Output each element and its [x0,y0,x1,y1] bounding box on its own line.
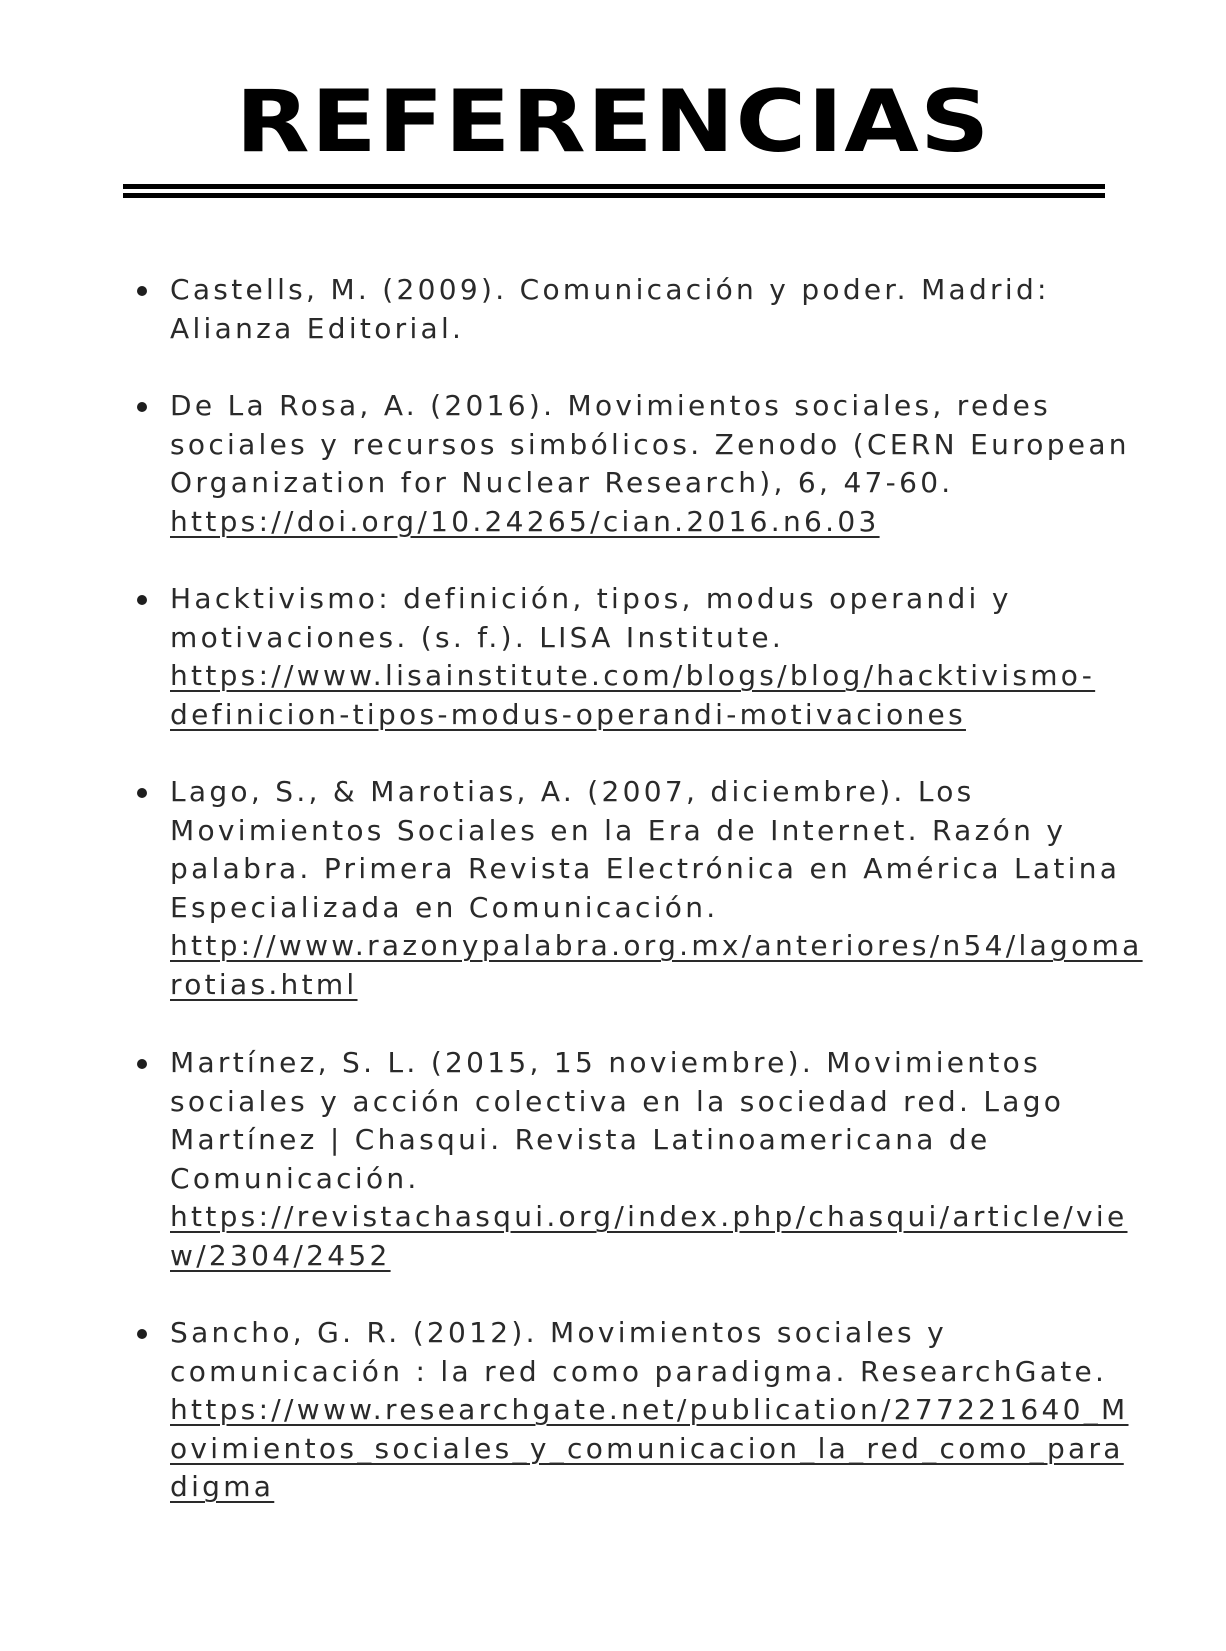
page-title: REFERENCIAS [235,72,991,172]
reference-link[interactable]: https://doi.org/10.24265/cian.2016.n6.03 [170,504,880,538]
reference-text-line: Alianza Editorial. [170,311,465,345]
reference-text-line: Castells, M. (2009). Comunicación y poder. Madrid: [170,273,1050,306]
reference-link[interactable]: https://www.researchgate.net/publication/277221640_M [170,1393,1129,1426]
reference-link[interactable]: w/2304/2452 [170,1238,391,1272]
bullet-icon [137,286,147,296]
reference-text-line: Lago, S., & Marotias, A. (2007, diciembre). Los [170,775,975,808]
reference-link[interactable]: rotias.html [170,967,358,1001]
reference-text-line: Martínez | Chasqui. Revista Latinoamericana de [170,1123,991,1156]
reference-text-line: motivaciones. (s. f.). LISA Institute. [170,620,785,654]
reference-text-line: sociales y recursos simbólicos. Zenodo (CERN European [170,427,1130,461]
reference-text-line: Especializada en Comunicación. [170,890,719,924]
bullet-icon [137,402,147,412]
bullet-icon [137,1059,147,1069]
reference-text-line: sociales y acción colectiva en la sociedad red. Lago [170,1084,1065,1118]
title-divider-bottom [123,193,1105,198]
reference-text-line: Sancho, G. R. (2012). Movimientos sociales y [170,1316,947,1349]
reference-item [170,387,1130,541]
reference-item [170,1044,1128,1275]
reference-link[interactable]: definicion-tipos-modus-operandi-motivaciones [170,697,966,731]
reference-text-line: comunicación : la red como paradigma. ResearchGate. [170,1354,1108,1388]
reference-link[interactable]: https://revistachasqui.org/index.php/chasqui/article/vie [170,1200,1128,1233]
reference-link[interactable]: https://www.lisainstitute.com/blogs/blog/hacktivismo- [170,659,1096,692]
reference-item [170,271,1110,348]
reference-link[interactable]: digma [170,1470,275,1503]
bullet-icon [137,1329,147,1339]
title-divider-top [123,184,1105,189]
bullet-icon [137,788,147,798]
reference-item [170,1314,1129,1507]
reference-text-line: Movimientos Sociales en la Era de Internet. Razón y [170,813,1067,847]
reference-text-line: De La Rosa, A. (2016). Movimientos sociales, redes [170,389,1052,422]
reference-item [170,773,1143,1004]
reference-text-line: Hacktivismo: definición, tipos, modus operandi y [170,582,1012,615]
reference-item [170,580,1110,734]
reference-link[interactable]: ovimientos_sociales_y_comunicacion_la_red_como_para [170,1431,1124,1465]
reference-text-line: Comunicación. [170,1161,420,1195]
reference-text-line: palabra. Primera Revista Electrónica en América Latina [170,852,1121,885]
reference-text-line: Martínez, S. L. (2015, 15 noviembre). Movimientos [170,1046,1041,1079]
reference-link[interactable]: http://www.razonypalabra.org.mx/anteriores/n54/lagoma [170,929,1143,962]
reference-text-line: Organization for Nuclear Research), 6, 47-60. [170,466,954,499]
bullet-icon [137,595,147,605]
